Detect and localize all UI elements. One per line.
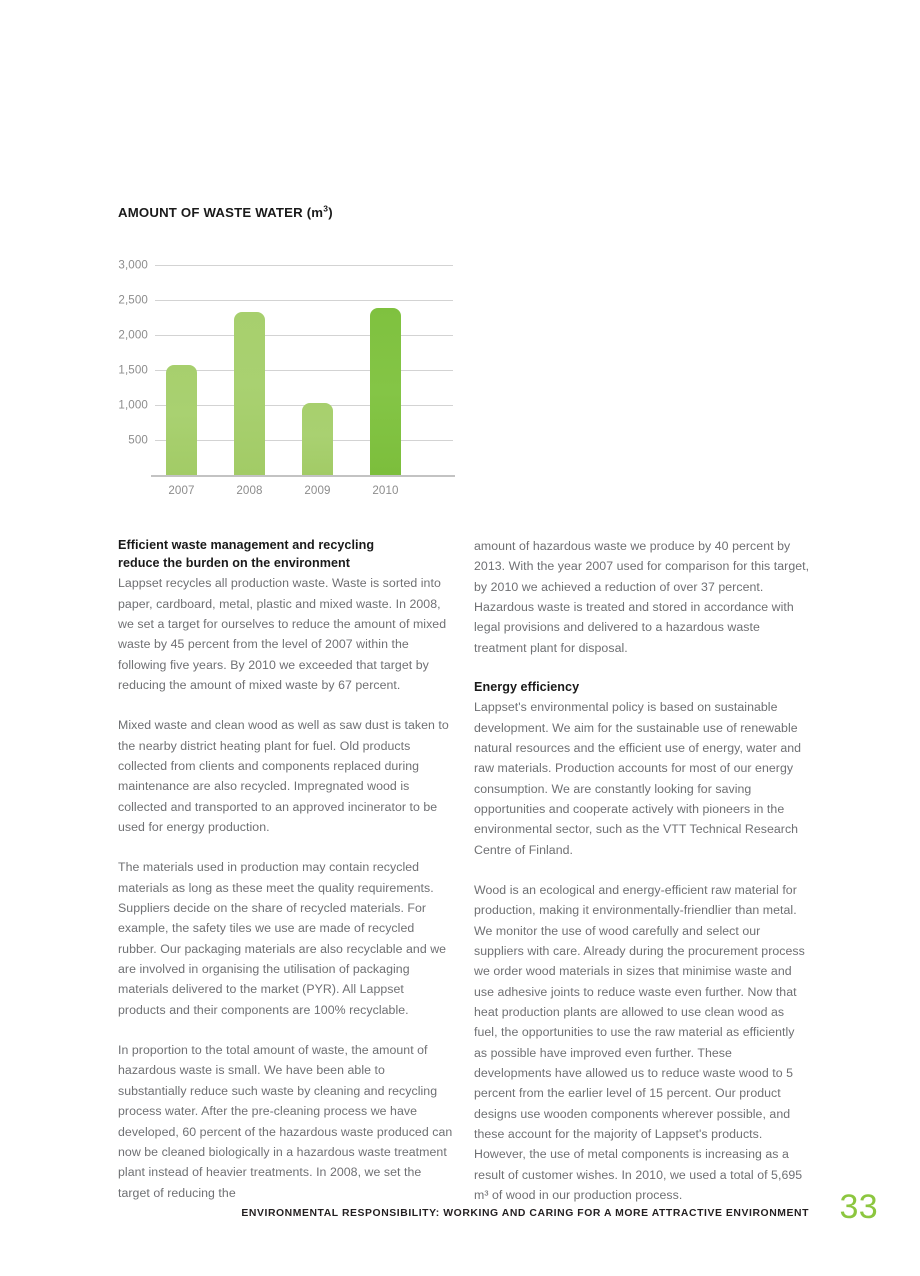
y-axis-tick-label: 2,500 xyxy=(118,293,148,307)
waste-water-chart-block xyxy=(118,205,463,523)
bar-2009 xyxy=(302,403,333,475)
chart-bars xyxy=(118,258,463,475)
chart-title-superscript: 3 xyxy=(323,203,329,214)
chart-category-labels xyxy=(118,480,463,504)
bar-2008 xyxy=(234,312,265,475)
left-paragraph-2: Mixed waste and clean wood as well as saw dust is taken to the nearby district heating plant for fuel. Old products collected from clients and components replaced during maintenance are also recycled. Impregnated wood is collected and transported to an approved incinerator to be used for energy production. xyxy=(118,718,449,835)
left-text-column xyxy=(118,536,455,1203)
chart-title xyxy=(118,205,463,220)
x-axis-tick-label: 2007 xyxy=(168,484,195,497)
chart-title-main: AMOUNT OF WASTE WATER (m xyxy=(118,205,324,220)
right-continued-paragraph: amount of hazardous waste we produce by 40 percent by 2013. With the year 2007 used for comparison for this target, by 2010 we achieved a reduction of over 37 percent. Hazardous waste is treated and stored in accordance with legal provisions and delivered to a hazardous waste treatment plant for disposal. xyxy=(474,539,810,655)
chart-baseline-axis xyxy=(151,475,455,477)
page-footer xyxy=(0,1188,920,1238)
x-axis-tick-label: 2008 xyxy=(236,484,263,497)
right-column-heading: Energy efficiency xyxy=(474,680,580,695)
page-number: 33 xyxy=(839,1188,878,1226)
chart-title-close: ) xyxy=(328,205,333,220)
x-axis-tick-label: 2010 xyxy=(372,484,399,497)
left-paragraph-3: The materials used in production may contain recycled materials as long as these meet the quality requirements. Suppliers decide on the share of recycled materials. For example, the safety tiles we use are made of recycled rubber. Our packaging materials are also recyclable and we are involved in organising the utilisation of packaging materials delivered to the market (PYR). All Lappset products and their components are 100% recyclable. xyxy=(118,860,447,1017)
y-axis-tick-label: 500 xyxy=(128,433,148,447)
bar-chart xyxy=(118,258,463,523)
bar-2010 xyxy=(370,308,401,475)
y-axis-tick-label: 3,000 xyxy=(118,258,148,272)
left-paragraph-4: In proportion to the total amount of waste, the amount of hazardous waste is small. We have been able to substantially reduce such waste by cleaning and recycling process water. After the pre-cleaning process we have developed, 60 percent of the hazardous waste produced can now be cleaned biologically in a hazardous waste treatment plant instead of heavier treatments. In 2008, we set the target of reducing the xyxy=(118,1043,453,1200)
right-paragraph-2: Wood is an ecological and energy-efficient raw material for production, making it environmentally-friendlier than metal. We monitor the use of wood carefully and select our suppliers with care. Already during the procurement process we order wood materials in sizes that minimise waste and use adhesive joints to reduce waste even further. Now that heat production plants are allowed to use clean wood as fuel, the opportunities to use the raw material as efficiently as possible have improved even further. These developments have allowed us to reduce waste wood to 5 percent from the earlier level of 15 percent. Our product designs use wooden components wherever possible, and these account for the majority of Lappset's products. However, the use of metal components is increasing as a result of customer wishes. In 2010, we used a total of 5,695 m³ of wood in our production process. xyxy=(474,882,805,1203)
left-heading-line-2: reduce the burden on the environment xyxy=(118,556,351,571)
right-paragraph-1: Lappset's environmental policy is based on sustainable development. We aim for the sustainable use of renewable natural resources and the efficient use of energy, water and raw materials. Production accounts for most of our energy consumption. We are constantly looking for saving opportunities and cooperate actively with pioneers in the environmental sector, such as the VTT Technical Research Centre of Finland. xyxy=(474,700,802,857)
right-text-column xyxy=(474,536,811,1205)
left-column-heading xyxy=(118,536,455,572)
y-axis-tick-label: 1,500 xyxy=(118,363,148,377)
footer-section-title: ENVIRONMENTAL RESPONSIBILITY: WORKING AND CARING FOR A MORE ATTRACTIVE ENVIRONMENT xyxy=(241,1208,809,1219)
left-paragraph-1: Lappset recycles all production waste. Waste is sorted into paper, cardboard, metal, plastic and mixed waste. In 2008, we set a target for ourselves to reduce the amount of mixed waste by 45 percent from the level of 2007 within the following five years. By 2010 we exceeded that target by reducing the amount of mixed waste by 67 percent. xyxy=(118,576,447,692)
bar-2007 xyxy=(166,365,197,475)
x-axis-tick-label: 2009 xyxy=(304,484,331,497)
left-heading-line-1: Efficient waste management and recycling xyxy=(118,538,375,552)
y-axis-tick-label: 1,000 xyxy=(118,398,148,412)
y-axis-tick-label: 2,000 xyxy=(118,328,148,342)
